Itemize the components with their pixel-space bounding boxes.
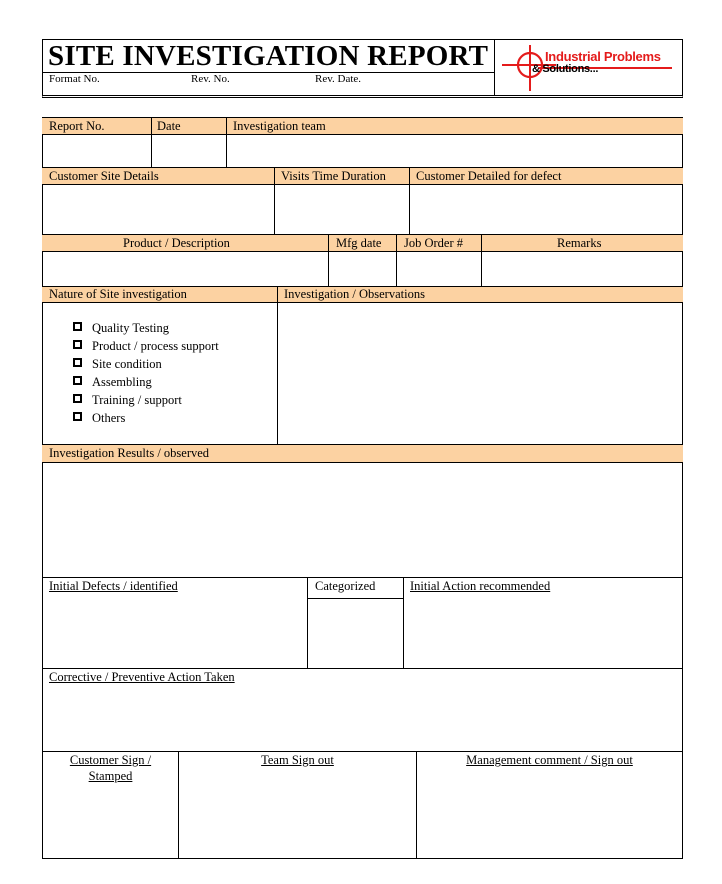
customer-sign-field[interactable] — [43, 788, 178, 858]
report-no-field[interactable] — [43, 135, 151, 167]
option-label: Site condition — [92, 357, 162, 371]
company-logo — [498, 41, 680, 93]
site-details-label: Customer Site Details — [49, 169, 159, 183]
categorized-field[interactable] — [308, 599, 403, 668]
option-label: Training / support — [92, 393, 182, 407]
date-field[interactable] — [152, 135, 226, 167]
assembling-checkbox[interactable] — [73, 376, 82, 385]
format-no-label: Format No. — [49, 73, 100, 85]
quality-testing-checkbox[interactable] — [73, 322, 82, 331]
divider — [42, 577, 683, 578]
team-sign-field[interactable] — [179, 772, 416, 858]
product-support-checkbox[interactable] — [73, 340, 82, 349]
report-no-label: Report No. — [49, 119, 105, 133]
defect-label: Customer Detailed for defect — [416, 169, 562, 183]
date-label: Date — [157, 119, 181, 133]
job-label: Job Order # — [404, 236, 464, 250]
management-field[interactable] — [417, 772, 682, 858]
mfg-label: Mfg date — [336, 236, 382, 250]
logo-line2: & Solutions... — [532, 63, 599, 75]
page-title: SITE INVESTIGATION REPORT — [48, 40, 489, 72]
option-label: Assembling — [92, 375, 152, 389]
nature-label: Nature of Site investigation — [49, 287, 187, 301]
action-label: Initial Action recommended — [410, 579, 551, 593]
job-field[interactable] — [397, 252, 481, 286]
defects-label: Initial Defects / identified — [49, 579, 178, 593]
defects-field[interactable] — [43, 598, 307, 668]
categorized-label: Categorized — [315, 579, 376, 593]
results-field[interactable] — [43, 463, 682, 577]
training-support-checkbox[interactable] — [73, 394, 82, 403]
visits-field[interactable] — [275, 185, 409, 234]
divider — [42, 751, 683, 752]
corrective-field[interactable] — [43, 689, 682, 751]
customer-sign-label-2: Stamped — [88, 769, 133, 783]
option-label: Others — [92, 411, 126, 425]
defect-field[interactable] — [410, 185, 682, 234]
team-label: Investigation team — [233, 119, 326, 133]
visits-label: Visits Time Duration — [281, 169, 386, 183]
remarks-label: Remarks — [557, 236, 602, 250]
option-label: Quality Testing — [92, 321, 170, 335]
rev-date-label: Rev. Date. — [315, 73, 362, 85]
others-checkbox[interactable] — [73, 412, 82, 421]
site-condition-checkbox[interactable] — [73, 358, 82, 367]
remarks-field[interactable] — [482, 252, 682, 286]
row1-header — [42, 117, 683, 135]
site-details-field[interactable] — [43, 185, 274, 234]
corrective-label: Corrective / Preventive Action Taken — [49, 670, 235, 684]
product-label: Product / Description — [123, 236, 230, 250]
team-field[interactable] — [227, 135, 682, 167]
observations-field[interactable] — [278, 303, 682, 444]
option-label: Product / process support — [92, 339, 219, 353]
management-label: Management comment / Sign out — [466, 753, 633, 767]
observations-label: Investigation / Observations — [284, 287, 425, 301]
logo-line1: Industrial Problems — [545, 49, 661, 64]
action-field[interactable] — [404, 598, 682, 668]
rev-no-label: Rev. No. — [191, 73, 230, 85]
divider — [42, 668, 683, 669]
team-sign-label: Team Sign out — [261, 753, 334, 767]
title-underline — [42, 72, 494, 73]
customer-sign-label: Customer Sign / — [69, 753, 152, 767]
mfg-field[interactable] — [329, 252, 396, 286]
title-divider — [494, 39, 495, 96]
product-field[interactable] — [43, 252, 328, 286]
results-label: Investigation Results / observed — [49, 446, 210, 460]
